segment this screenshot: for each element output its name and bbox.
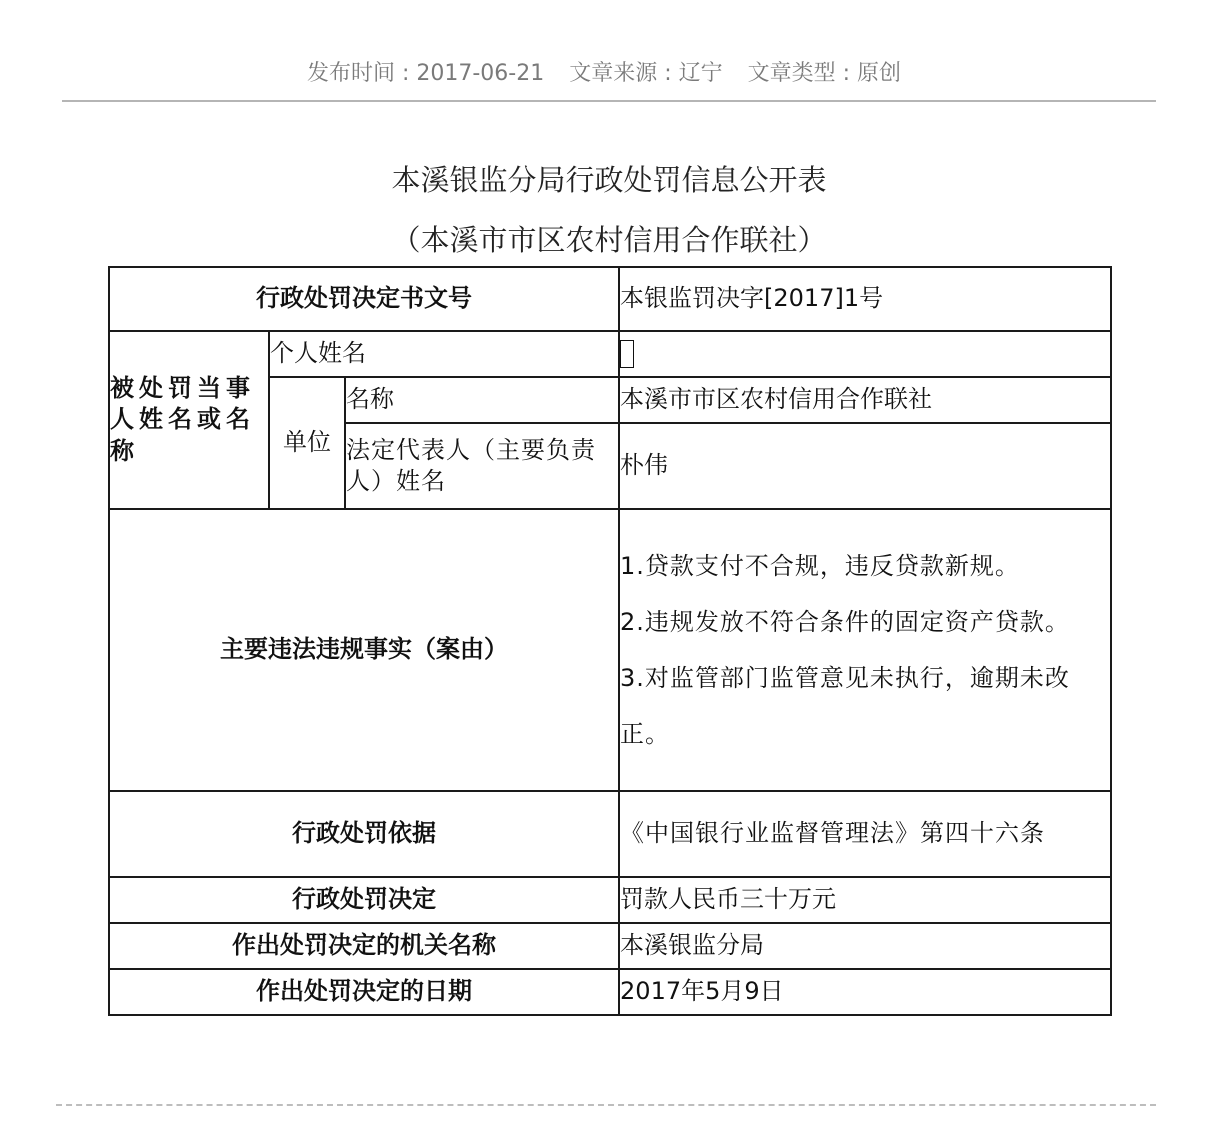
document-subtitle: （本溪市市区农村信用合作联社）: [391, 223, 827, 257]
article-source: 文章来源 : 辽宁: [569, 61, 723, 86]
penalty-decision-value: 罚款人民币三十万元: [619, 877, 1111, 923]
document-title: 本溪银监分局行政处罚信息公开表: [391, 163, 827, 197]
violation-facts-label: 主要违法违规事实（案由）: [109, 509, 619, 791]
penalty-info-table: [108, 266, 1112, 1016]
individual-name-value: [619, 331, 1111, 377]
decision-date-label: 作出处罚决定的日期: [109, 969, 619, 1015]
header-divider: [62, 100, 1156, 102]
table-row: [109, 267, 1111, 331]
article-meta: [0, 56, 1208, 87]
authority-label: 作出处罚决定的机关名称: [109, 923, 619, 969]
doc-no-label: 行政处罚决定书文号: [109, 267, 619, 331]
table-row: [109, 969, 1111, 1015]
individual-name-label: 个人姓名: [269, 331, 619, 377]
party-label: 被处罚当事人姓名或名称: [109, 331, 269, 509]
fact-item: 2.违规发放不符合条件的固定资产贷款。: [620, 608, 1070, 636]
publish-time: 发布时间 : 2017-06-21: [306, 61, 545, 86]
legal-rep-value: 朴伟: [619, 423, 1111, 509]
legal-rep-label: 法定代表人（主要负责人）姓名: [345, 423, 619, 509]
penalty-basis-label: 行政处罚依据: [109, 791, 619, 877]
missing-glyph-box: [620, 340, 634, 368]
article-type: 文章类型 : 原创: [747, 61, 902, 86]
fact-item: 1.贷款支付不合规，违反贷款新规。: [620, 552, 1020, 580]
penalty-decision-label: 行政处罚决定: [109, 877, 619, 923]
unit-label: 单位: [269, 377, 345, 509]
violation-facts: [619, 509, 1111, 791]
table-row: [109, 877, 1111, 923]
footer-divider: [56, 1104, 1156, 1106]
unit-name-label: 名称: [345, 377, 619, 423]
fact-item: 3.对监管部门监管意见未执行，逾期未改正。: [620, 664, 1070, 748]
table-row: [109, 791, 1111, 877]
authority-value: 本溪银监分局: [619, 923, 1111, 969]
table-row: [109, 331, 1111, 377]
doc-no-value: 本银监罚决字[2017]1号: [619, 267, 1111, 331]
unit-name-value: 本溪市市区农村信用合作联社: [619, 377, 1111, 423]
penalty-basis-value: 《中国银行业监督管理法》第四十六条: [619, 791, 1111, 877]
table-row: [109, 509, 1111, 791]
decision-date-value: 2017年5月9日: [619, 969, 1111, 1015]
table-row: [109, 923, 1111, 969]
